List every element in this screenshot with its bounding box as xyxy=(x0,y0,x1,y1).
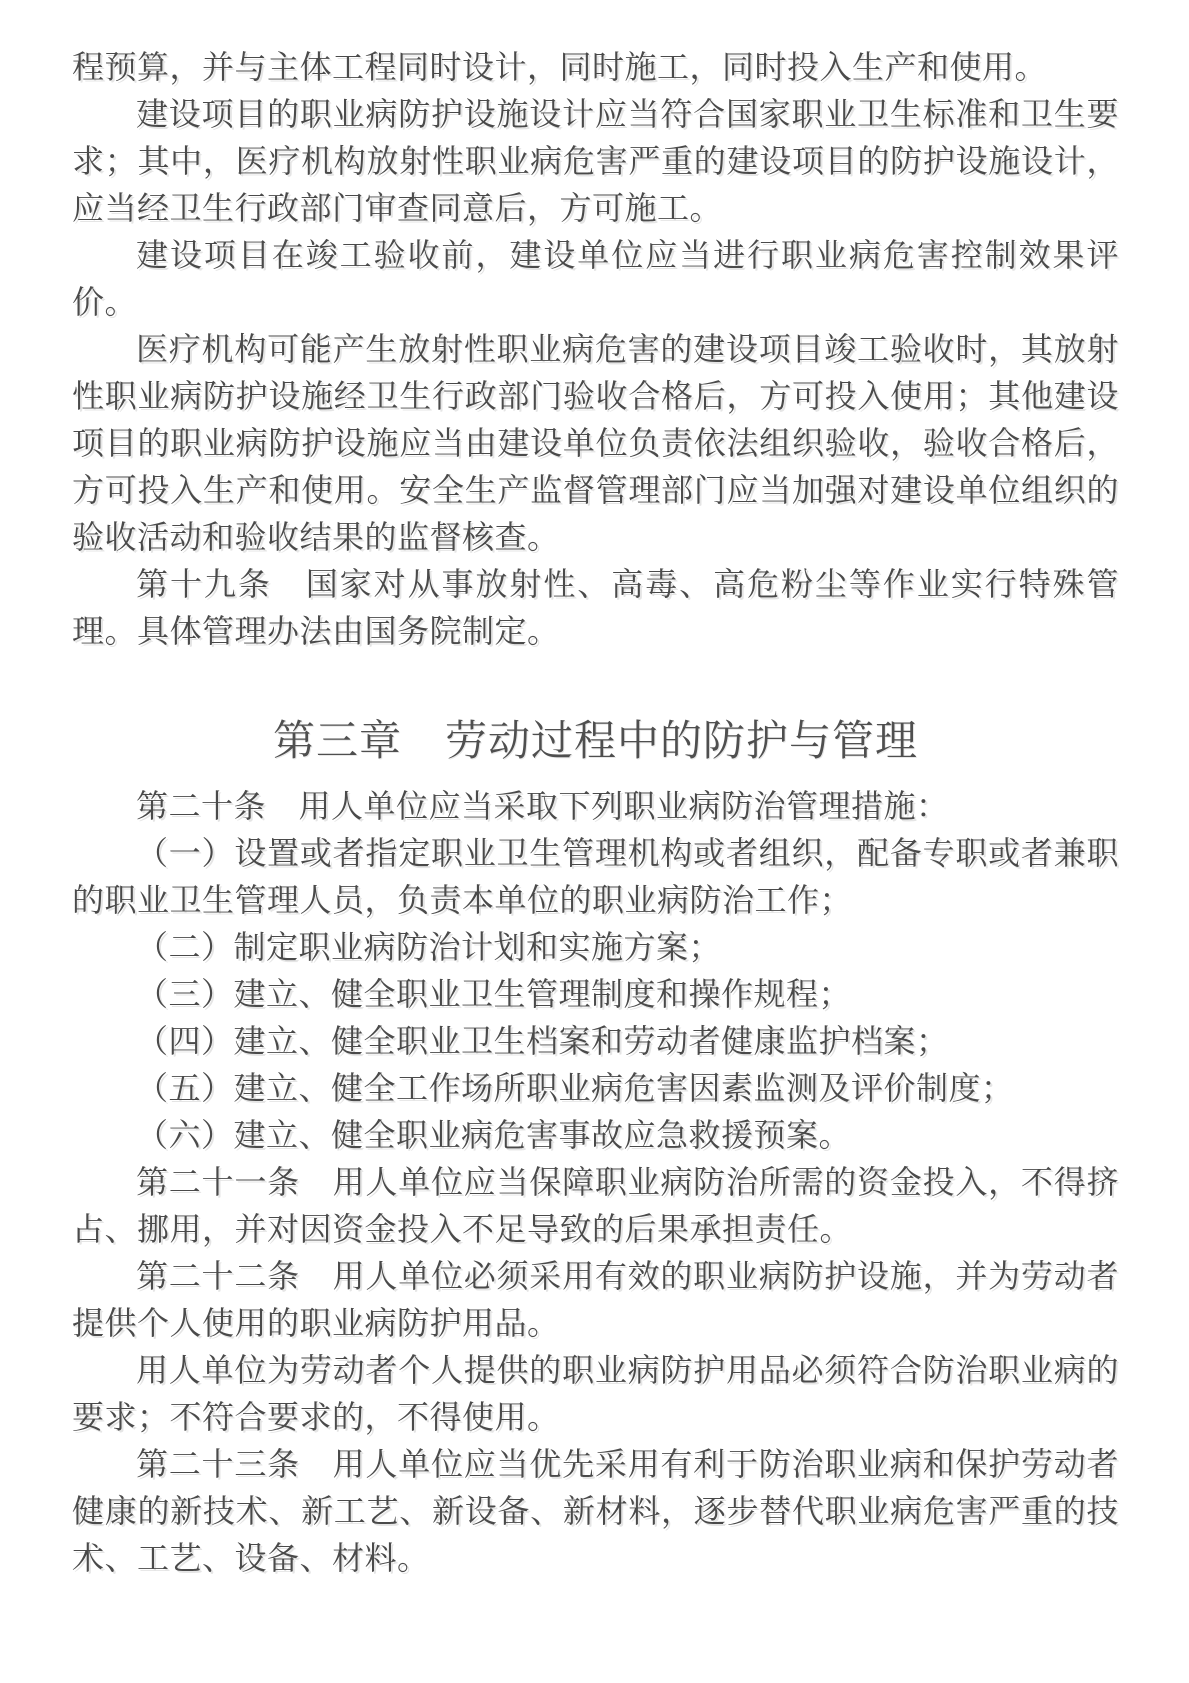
paragraph: （五）建立、健全工作场所职业病危害因素监测及评价制度； xyxy=(136,1070,1014,1106)
paragraph: 程预算，并与主体工程同时设计，同时施工，同时投入生产和使用。 xyxy=(72,49,1048,85)
paragraph: （四）建立、健全职业卫生档案和劳动者健康监护档案； xyxy=(136,1023,949,1059)
paragraph: （三）建立、健全职业卫生管理制度和操作规程； xyxy=(136,976,852,1012)
paragraph: 建设项目的职业病防护设施设计应当符合国家职业卫生标准和卫生要求；其中，医疗机构放射性职业病危害严重的建设项目的防护设施设计，应当经卫生行政部门审查同意后，方可施工。 xyxy=(72,96,1119,226)
paragraph: 第二十二条 用人单位必须采用有效的职业病防护设施，并为劳动者提供个人使用的职业病防护用品。 xyxy=(72,1258,1119,1341)
paragraph: 第二十一条 用人单位应当保障职业病防治所需的资金投入，不得挤占、挪用，并对因资金投入不足导致的后果承担责任。 xyxy=(72,1164,1119,1247)
paragraph: 第二十三条 用人单位应当优先采用有利于防治职业病和保护劳动者健康的新技术、新工艺、新设备、新材料，逐步替代职业病危害严重的技术、工艺、设备、材料。 xyxy=(72,1446,1119,1576)
paragraph: 用人单位为劳动者个人提供的职业病防护用品必须符合防治职业病的要求；不符合要求的，不得使用。 xyxy=(72,1352,1119,1435)
paragraph: （六）建立、健全职业病危害事故应急救援预案。 xyxy=(136,1117,852,1153)
paragraph: 医疗机构可能产生放射性职业病危害的建设项目竣工验收时，其放射性职业病防护设施经卫生行政部门验收合格后，方可投入使用；其他建设项目的职业病防护设施应当由建设单位负责依法组织验收，验收合格后，方可投入生产和使用。安全生产监督管理部门应当加强对建设单位组织的验收活动和验收结果的监督核查。 xyxy=(72,331,1119,555)
paragraph: （二）制定职业病防治计划和实施方案； xyxy=(136,929,722,965)
chapter-heading: 第三章 劳动过程中的防护与管理 xyxy=(272,719,918,765)
paragraph: 第二十条 用人单位应当采取下列职业病防治管理措施： xyxy=(136,788,949,824)
paragraph: 建设项目在竣工验收前，建设单位应当进行职业病危害控制效果评价。 xyxy=(72,237,1119,320)
paragraph: 第十九条 国家对从事放射性、高毒、高危粉尘等作业实行特殊管理。具体管理办法由国务院制定。 xyxy=(72,566,1119,649)
document-body xyxy=(72,44,1119,1582)
paragraph: （一）设置或者指定职业卫生管理机构或者组织，配备专职或者兼职的职业卫生管理人员，负责本单位的职业病防治工作； xyxy=(72,835,1119,918)
